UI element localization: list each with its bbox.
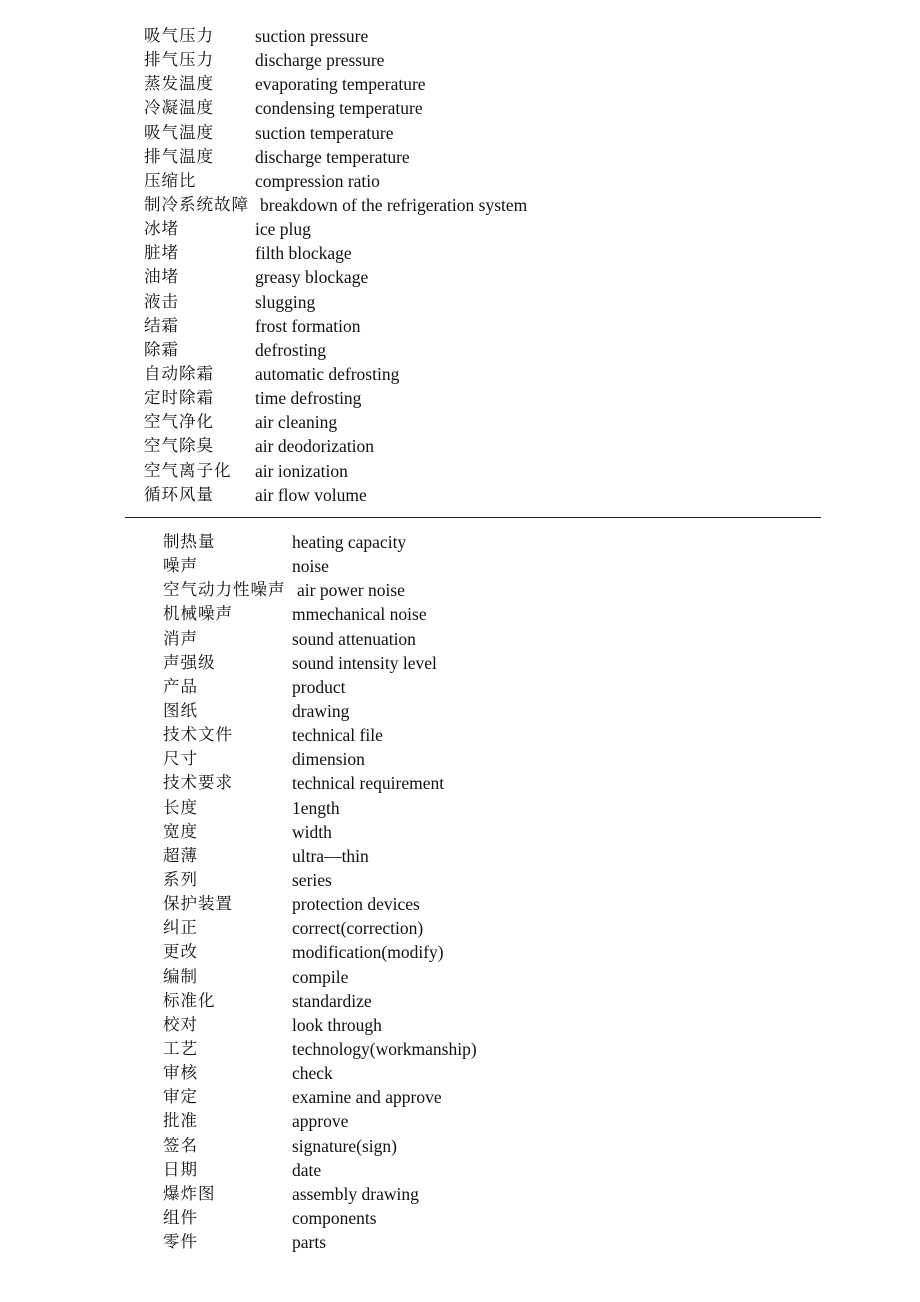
glossary-row	[0, 96, 920, 120]
glossary-row	[0, 265, 920, 289]
term-chinese: 标准化	[163, 990, 216, 1010]
term-chinese: 超薄	[163, 845, 198, 865]
term-english: condensing temperature	[255, 98, 423, 119]
term-english: discharge temperature	[255, 146, 410, 167]
glossary-row	[0, 1230, 920, 1254]
term-chinese: 制冷系统故障	[144, 194, 249, 214]
glossary-row	[0, 48, 920, 72]
glossary-row	[0, 1158, 920, 1182]
glossary-row	[0, 459, 920, 483]
term-english: evaporating temperature	[255, 74, 426, 95]
glossary-row	[0, 169, 920, 193]
term-english: protection devices	[292, 894, 420, 915]
term-english: suction pressure	[255, 26, 369, 46]
glossary-row	[0, 24, 920, 48]
term-english: air flow volume	[255, 484, 367, 505]
glossary-row	[0, 627, 920, 651]
glossary-row	[0, 1037, 920, 1061]
glossary-row	[0, 1061, 920, 1085]
term-chinese: 冰堵	[144, 219, 179, 239]
term-chinese: 爆炸图	[163, 1183, 216, 1203]
term-chinese: 结霜	[144, 315, 179, 335]
glossary-row	[0, 193, 920, 217]
term-english: assembly drawing	[292, 1183, 419, 1204]
term-chinese: 空气动力性噪声	[163, 580, 286, 600]
term-english: suction temperature	[255, 122, 394, 143]
term-chinese: 制热量	[163, 532, 216, 551]
glossary-row	[0, 434, 920, 458]
term-english: automatic defrosting	[255, 363, 400, 384]
term-chinese: 机械噪声	[163, 604, 233, 624]
term-english: signature(sign)	[292, 1135, 397, 1156]
glossary-row	[0, 1013, 920, 1037]
term-chinese: 更改	[163, 942, 198, 962]
glossary-row	[0, 410, 920, 434]
term-english: air ionization	[255, 460, 348, 481]
term-english: mmechanical noise	[292, 604, 427, 625]
term-chinese: 蒸发温度	[144, 74, 214, 94]
glossary-row	[0, 362, 920, 386]
glossary-row	[0, 771, 920, 795]
term-english: slugging	[255, 291, 316, 312]
glossary-row	[0, 554, 920, 578]
glossary-row	[0, 1206, 920, 1230]
term-chinese: 审核	[163, 1063, 198, 1083]
term-english: air deodorization	[255, 436, 375, 457]
term-chinese: 长度	[163, 797, 198, 817]
glossary-row	[0, 675, 920, 699]
glossary-row	[0, 844, 920, 868]
term-english: ice plug	[255, 219, 311, 240]
glossary-row	[0, 723, 920, 747]
term-chinese: 技术要求	[163, 773, 233, 793]
term-english: examine and approve	[292, 1087, 442, 1108]
term-english: modification(modify)	[292, 942, 444, 963]
glossary-row	[0, 241, 920, 265]
glossary-row	[0, 916, 920, 940]
term-english: standardize	[292, 990, 372, 1011]
term-english: look through	[292, 1014, 382, 1035]
glossary-row	[0, 483, 920, 507]
term-english: correct(correction)	[292, 918, 424, 939]
glossary-row	[0, 386, 920, 410]
section-divider	[125, 517, 821, 518]
glossary-row	[0, 578, 920, 602]
glossary-section-top	[0, 24, 920, 507]
term-chinese: 循环风量	[144, 484, 214, 504]
term-english: approve	[292, 1111, 349, 1132]
term-chinese: 签名	[163, 1135, 198, 1155]
term-english: noise	[292, 556, 329, 577]
term-english: time defrosting	[255, 388, 362, 409]
glossary-row	[0, 965, 920, 989]
term-english: compile	[292, 966, 349, 987]
term-chinese: 吸气温度	[144, 122, 214, 142]
term-chinese: 日期	[163, 1159, 198, 1179]
glossary-row	[0, 1109, 920, 1133]
term-chinese: 编制	[163, 966, 198, 986]
term-chinese: 空气净化	[144, 412, 214, 432]
term-chinese: 排气温度	[144, 146, 214, 166]
term-english: filth blockage	[255, 243, 352, 264]
glossary-section-bottom	[0, 530, 920, 1254]
term-chinese: 压缩比	[144, 170, 197, 190]
glossary-row	[0, 1182, 920, 1206]
term-english: components	[292, 1207, 377, 1228]
term-english: technical requirement	[292, 773, 445, 794]
term-chinese: 纠正	[163, 918, 198, 938]
term-chinese: 液击	[144, 291, 179, 311]
term-chinese: 组件	[163, 1207, 198, 1227]
term-chinese: 审定	[163, 1087, 198, 1107]
term-chinese: 系列	[163, 869, 198, 889]
term-chinese: 定时除霜	[144, 388, 214, 408]
glossary-row	[0, 121, 920, 145]
term-chinese: 消声	[163, 628, 198, 648]
glossary-row	[0, 602, 920, 626]
term-english: product	[292, 676, 346, 697]
term-chinese: 声强级	[163, 652, 216, 672]
term-chinese: 排气压力	[144, 50, 214, 70]
glossary-row	[0, 989, 920, 1013]
term-english: frost formation	[255, 315, 361, 336]
glossary-row	[0, 145, 920, 169]
term-english: heating capacity	[292, 532, 407, 552]
term-chinese: 宽度	[163, 821, 198, 841]
term-chinese: 吸气压力	[144, 26, 214, 45]
term-chinese: 除霜	[144, 339, 179, 359]
term-chinese: 尺寸	[163, 749, 198, 769]
term-chinese: 图纸	[163, 700, 198, 720]
glossary-row	[0, 699, 920, 723]
term-chinese: 空气除臭	[144, 436, 214, 456]
glossary-row	[0, 338, 920, 362]
term-chinese: 自动除霜	[144, 363, 214, 383]
glossary-row	[0, 820, 920, 844]
term-english: width	[292, 821, 332, 842]
glossary-row	[0, 290, 920, 314]
term-english: sound attenuation	[292, 628, 416, 649]
glossary-row	[0, 72, 920, 96]
term-chinese: 冷凝温度	[144, 98, 214, 118]
term-english: defrosting	[255, 339, 326, 360]
term-english: breakdown of the refrigeration system	[260, 194, 528, 215]
term-chinese: 油堵	[144, 267, 179, 287]
term-english: ultra—thin	[292, 845, 369, 866]
term-chinese: 校对	[163, 1014, 198, 1034]
term-english: discharge pressure	[255, 50, 385, 71]
term-chinese: 技术文件	[163, 725, 233, 745]
term-english: sound intensity level	[292, 652, 437, 673]
term-english: technology(workmanship)	[292, 1038, 477, 1059]
glossary-row	[0, 940, 920, 964]
term-english: check	[292, 1063, 333, 1084]
term-chinese: 脏堵	[144, 243, 179, 263]
term-english: dimension	[292, 749, 365, 770]
glossary-row	[0, 651, 920, 675]
term-chinese: 零件	[163, 1232, 198, 1252]
term-english: compression ratio	[255, 170, 380, 191]
glossary-row	[0, 1134, 920, 1158]
glossary-row	[0, 892, 920, 916]
term-english: 1ength	[292, 797, 340, 818]
term-chinese: 工艺	[163, 1038, 198, 1058]
glossary-row	[0, 796, 920, 820]
term-english: date	[292, 1159, 322, 1180]
glossary-row	[0, 747, 920, 771]
glossary-row	[0, 868, 920, 892]
term-english: series	[292, 869, 332, 890]
term-english: drawing	[292, 700, 350, 721]
glossary-row	[0, 530, 920, 554]
term-chinese: 批准	[163, 1111, 198, 1131]
glossary-row	[0, 1085, 920, 1109]
term-chinese: 保护装置	[163, 894, 233, 914]
term-english: air cleaning	[255, 412, 338, 433]
term-chinese: 产品	[163, 676, 198, 696]
term-english: greasy blockage	[255, 267, 369, 288]
term-chinese: 空气离子化	[144, 460, 232, 480]
term-english: parts	[292, 1232, 327, 1253]
glossary-row	[0, 217, 920, 241]
glossary-row	[0, 314, 920, 338]
term-english: air power noise	[297, 580, 405, 601]
term-chinese: 噪声	[163, 556, 198, 576]
term-english: technical file	[292, 725, 383, 746]
